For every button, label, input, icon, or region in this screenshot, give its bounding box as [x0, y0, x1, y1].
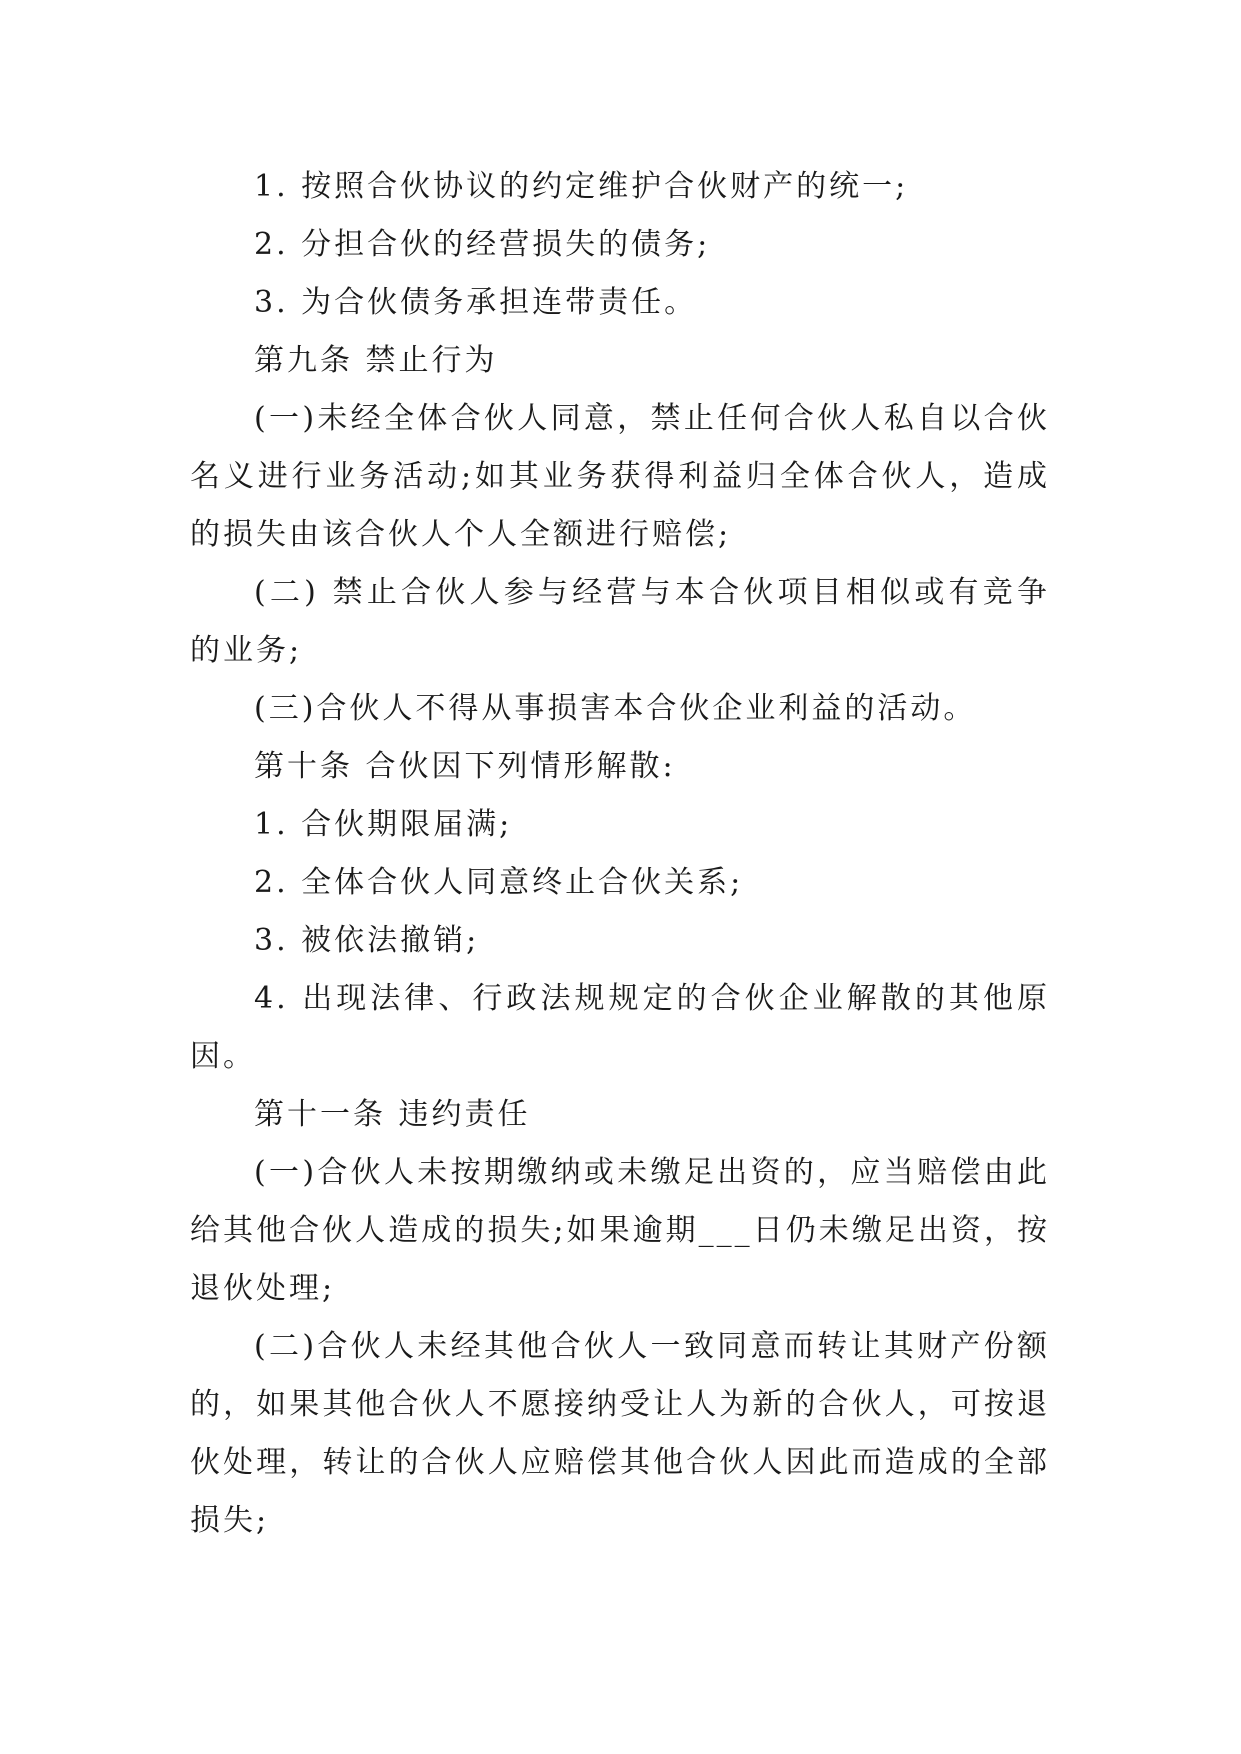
article-11-paragraph-1: (一)合伙人未按期缴纳或未缴足出资的，应当赔偿由此给其他合伙人造成的损失;如果逾期___日仍未缴足出资，按退伙处理; [190, 1155, 1050, 1306]
article-10-item-3: 3. 被依法撤销; [254, 923, 480, 958]
clause-item-2: 2. 分担合伙的经营损失的债务; [254, 227, 711, 262]
article-10-item-4: 4. 出现法律、行政法规规定的合伙企业解散的其他原因。 [190, 981, 1050, 1074]
article-9-heading: 第九条 禁止行为 [254, 343, 498, 378]
clause-item-3: 3. 为合伙债务承担连带责任。 [254, 285, 698, 320]
article-11-heading: 第十一条 违约责任 [254, 1097, 531, 1132]
article-10-item-2: 2. 全体合伙人同意终止合伙关系; [254, 865, 744, 900]
article-10-heading: 第十条 合伙因下列情形解散: [254, 749, 676, 784]
article-10-item-1: 1. 合伙期限届满; [254, 807, 513, 842]
article-11-paragraph-2: (二)合伙人未经其他合伙人一致同意而转让其财产份额的，如果其他合伙人不愿接纳受让人为新的合伙人，可按退伙处理，转让的合伙人应赔偿其他合伙人因此而造成的全部损失; [190, 1329, 1050, 1538]
article-9-paragraph-3: (三)合伙人不得从事损害本合伙企业利益的活动。 [254, 691, 977, 726]
article-9-paragraph-2: (二) 禁止合伙人参与经营与本合伙项目相似或有竞争的业务; [190, 575, 1050, 668]
article-9-paragraph-1: (一)未经全体合伙人同意，禁止任何合伙人私自以合伙名义进行业务活动;如其业务获得利益归全体合伙人，造成的损失由该合伙人个人全额进行赔偿; [190, 401, 1050, 552]
document-body [190, 158, 1050, 1550]
clause-item-1: 1. 按照合伙协议的约定维护合伙财产的统一; [254, 169, 909, 204]
